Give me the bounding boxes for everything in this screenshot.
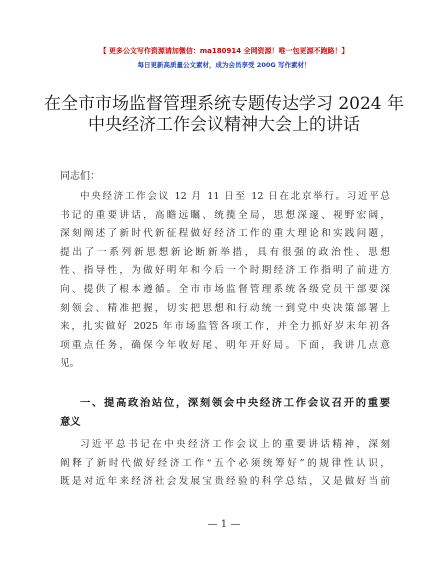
paragraph-line: 阐释了新时代做好经济工作“五个必须统筹好”的规律性认识， [60, 457, 390, 469]
paragraph-line: 项重点任务，确保今年收好尾、明年开好局。下面，我讲几点意 [60, 339, 390, 351]
paragraph-line: 书记的重要讲话，高瞻远瞩、统揽全局，思想深邃、视野宏阔， [60, 209, 390, 221]
section-heading-1 [60, 394, 390, 432]
promo-line-2: 每日更新高质量公文素材，成为会员享受 200G 写作素材！ [137, 61, 311, 69]
heading-line: 意义 [60, 416, 81, 428]
paragraph-line: 性、指导性，为做好明年和今后一个时期经济工作指明了前进方 [60, 265, 390, 277]
page-number: — 1 — [207, 519, 241, 530]
paragraph-1 [60, 188, 390, 374]
paragraph-line: 向、提供了根本遵循。全市市场监督管理系统各级党员干部要深 [60, 283, 390, 295]
paragraph-line: 中央经济工作会议 12 月 11 日至 12 日在北京举行。习近平总 [80, 191, 390, 202]
title-line-1: 在全市市场监督管理系统专题传达学习 2024 年 [43, 94, 405, 114]
paragraph-line: 习近平总书记在中央经济工作会议上的重要讲话精神，深刻 [80, 439, 390, 450]
heading-line: 一、提高政治站位，深刻领会中央经济工作会议召开的重要 [80, 397, 390, 409]
title-line-2: 中央经济工作会议精神大会上的讲话 [88, 115, 360, 135]
greeting: 同志们： [60, 171, 100, 182]
promo-line-1: 【 更多公文写作资源请加微信：ma180914 全网资源！唯一包更源不跑路！】 [99, 47, 349, 55]
paragraph-line: 既是对近年来经济社会发展宝贵经验的科学总结，又是做好当前 [60, 476, 390, 488]
paragraph-line: 来，扎实做好 2025 年市场监管各项工作，并全力抓好岁末年初各 [60, 321, 390, 333]
paragraph-line: 提出了一系列新思想新论断新举措，具有很强的政治性、思想 [60, 246, 390, 258]
paragraph-line: 见。 [60, 358, 80, 370]
paragraph-2 [60, 436, 390, 492]
paragraph-line: 刻领会、精准把握，切实把思想和行动统一到党中央决策部署上 [60, 302, 390, 314]
paragraph-line: 深刻阐述了新时代新征程做好经济工作的重大理论和实践问题， [60, 228, 390, 240]
